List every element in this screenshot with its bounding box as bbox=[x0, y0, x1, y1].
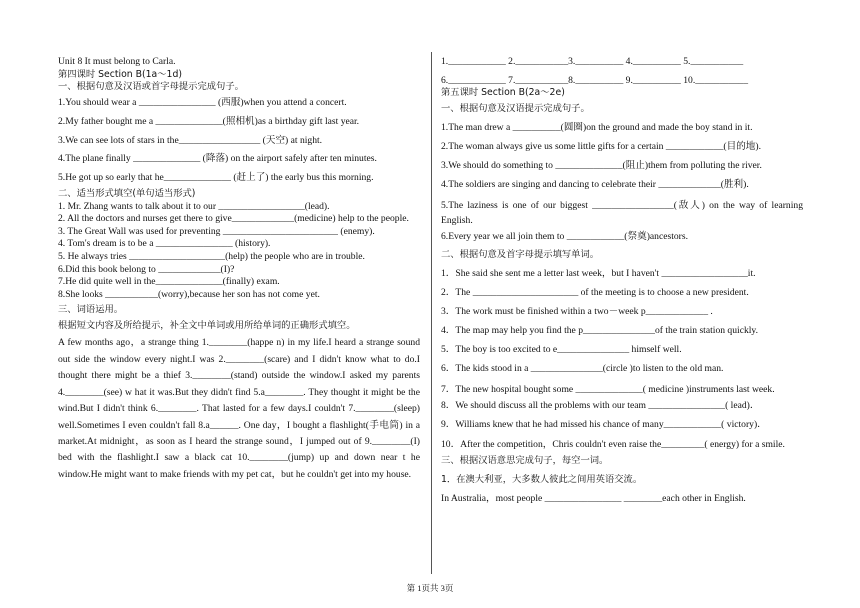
exercise-item: 2. All the doctors and nurses get there to give_____________(medicine) help to the people. bbox=[58, 213, 409, 225]
exercise-item: 2.The woman always give us some little gifts for a certain ____________(目的地). bbox=[441, 140, 761, 152]
exercise-item: 4. Tom's dream is to be a ________________ (history). bbox=[58, 238, 271, 250]
exercise-item: 1.The man drew a __________(圆圈)on the ground and made the boy stand in it. bbox=[441, 121, 753, 133]
section-title: 一、根据句意及汉语或首字母提示完成句子。 bbox=[58, 81, 244, 93]
exercise-item: 1．在澳大利亚，大多数人彼此之间用英语交流。 bbox=[441, 474, 643, 486]
exercise-item: 1.You should wear a ________________ (西服)when you attend a concert. bbox=[58, 96, 347, 108]
section-title: 三、根据汉语意思完成句子，每空一词。 bbox=[441, 455, 609, 467]
exercise-item: 1．She said she sent me a letter last week，but I haven't __________________it. bbox=[441, 268, 756, 280]
exercise-item: 6.Did this book belong to _____________(I)? bbox=[58, 263, 235, 275]
unit-title: Unit 8 It must belong to Carla. bbox=[58, 56, 176, 67]
exercise-item: 4.The plane finally ______________ (降落) on the airport safely after ten minutes. bbox=[58, 153, 377, 165]
exercise-item: 3. The Great Wall was used for preventing ________________________ (enemy). bbox=[58, 225, 375, 237]
right-column bbox=[441, 56, 803, 506]
page-number-footer: 第 1页共 3页 bbox=[406, 583, 454, 593]
section-instruction: 根据短文内容及所给提示，补全文中单词或用所给单词的正确形式填空。 bbox=[58, 319, 356, 331]
exercise-item: 5.The laziness is one of our biggest _________________(敌人) on the way of learning English. bbox=[441, 199, 803, 226]
exercise-item: 5. He always tries ____________________(help) the people who are in trouble. bbox=[58, 250, 365, 262]
answer-row: 6.____________ 7.___________8.__________ 9.__________ 10.___________ bbox=[441, 74, 748, 86]
exercise-item: 3．The work must be finished within a two－week p_____________ . bbox=[441, 306, 713, 318]
exercise-item: 3.We can see lots of stars in the_________________ (天空) at night. bbox=[58, 134, 323, 146]
exercise-item: 10．After the competition，Chris couldn't even raise the_________( energy) for a smile. bbox=[441, 439, 785, 451]
cloze-passage: A few months ago，a strange thing 1.________(happe n) in my life.I heard a strange sound out side the window every night.I was 2.________(scare) and I didn't know what to do.I thought there might be a thief 3.________(stand) outside the window.I asked my parents 4.________(see) w hat it was.But they didn't find 5.a________. They thought it might be the wind.But I didn't think 6.________. That lasted for a few days.I couldn't 7.________(sleep) well.Sometimes I even couldn't fall 8.a______. One day，I bought a flashlight(手电筒) in a market.At midnight，as soon as I heard the strange sound，I jumped out of 9.________(I) bed with the flashlight.I saw a black cat 10.________(jump) up and down near t he window.He might want to make friends with my pet cat，but he couldn't get into my house. bbox=[58, 337, 420, 480]
exercise-item: In Australia，most people ________________ ________each other in English. bbox=[441, 493, 746, 505]
column-divider bbox=[431, 52, 432, 574]
exercise-item: 2.My father bought me a ______________(照相机)as a birthday gift last year. bbox=[58, 115, 360, 127]
section-title: 二、适当形式填空(单句适当形式) bbox=[58, 187, 196, 199]
section-title: 三、词语运用。 bbox=[58, 304, 124, 316]
lesson-heading: 第五课时 Section B(2a～2e) bbox=[441, 87, 565, 99]
exercise-item: 8．We should discuss all the problems with our team ________________( lead)． bbox=[441, 399, 760, 411]
exercise-item: 4．The map may help you find the p_______________of the train station quickly. bbox=[441, 324, 758, 336]
exercise-item: 8.She looks ___________(worry),because her son has not come yet. bbox=[58, 288, 320, 300]
section-title: 一、根据句意及汉语提示完成句子。 bbox=[441, 103, 590, 115]
exercise-item: 4.The soldiers are singing and dancing to celebrate their _____________(胜利). bbox=[441, 178, 749, 190]
exercise-item: 7．The new hospital bought some ______________( medicine )instruments last week. bbox=[441, 383, 775, 395]
exercise-item: 2．The ______________________ of the meeting is to choose a new president. bbox=[441, 287, 749, 299]
exercise-item: 5．The boy is too excited to e_______________ himself well. bbox=[441, 343, 682, 355]
exercise-item: 6．The kids stood in a _______________(circle )to listen to the old man. bbox=[441, 362, 724, 374]
exercise-item: 5.He got up so early that he______________ (赶上了) the early bus this morning. bbox=[58, 172, 374, 184]
section-title: 二、根据句意及首字母提示填写单词。 bbox=[441, 249, 600, 261]
answer-row: 1.____________ 2.___________3.__________ 4.__________ 5.___________ bbox=[441, 56, 744, 67]
exercise-item: 6.Every year we all join them to ____________(祭奠)ancestors. bbox=[441, 230, 688, 242]
left-column bbox=[58, 56, 420, 483]
exercise-item: 9．Williams knew that he had missed his chance of many____________( victory)． bbox=[441, 418, 767, 430]
exercise-item: 1. Mr. Zhang wants to talk about it to our __________________(lead). bbox=[58, 200, 330, 212]
exercise-item: 3.We should do something to ______________(阻止)them from polluting the river. bbox=[441, 159, 762, 171]
exercise-item: 7.He did quite well in the______________(finally) exam. bbox=[58, 276, 280, 288]
lesson-heading: 第四课时 Section B(1a～1d) bbox=[58, 68, 182, 80]
